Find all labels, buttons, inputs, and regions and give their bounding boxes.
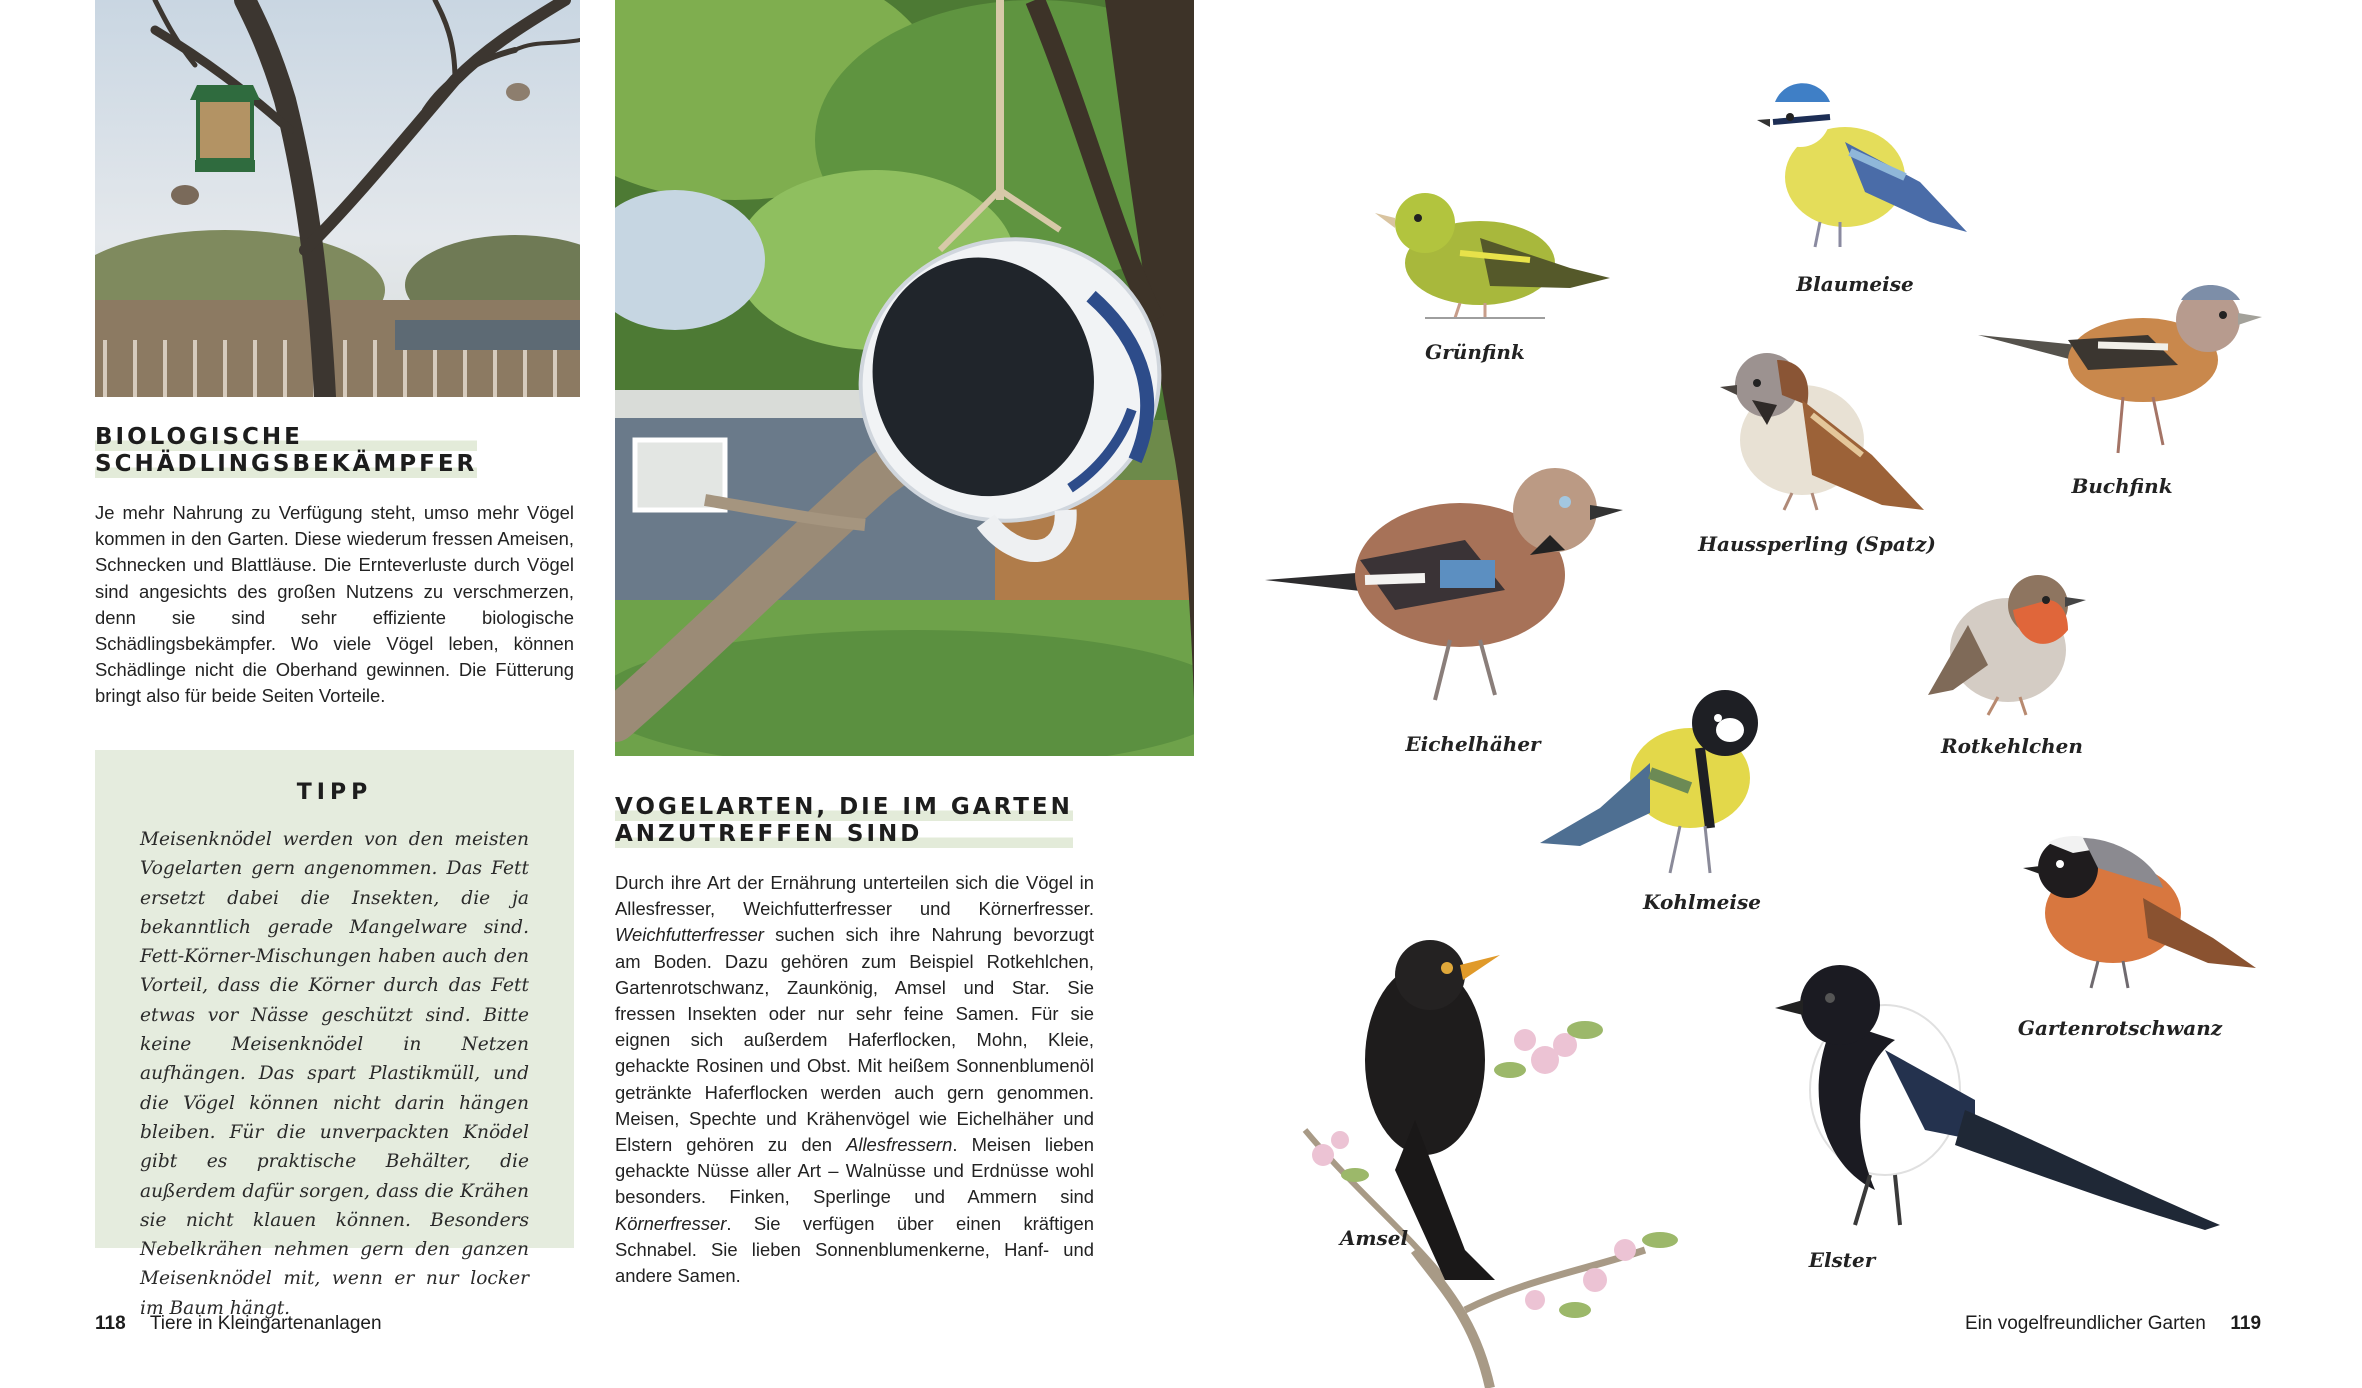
bird-illustration-haussperling [1712,345,1927,517]
footer-left [95,1313,382,1335]
footer-right [1965,1313,2261,1335]
bird-illustration-eichelhaeher [1265,460,1625,710]
bird-label-rotkehlchen: Rotkehlchen [1941,734,2083,758]
bird-label-amsel: Amsel [1339,1226,1409,1250]
bird-illustration-blaumeise [1745,72,1970,252]
page-number-right: 119 [2230,1313,2262,1334]
footer-section-left: Tiere in Kleingartenanlagen [149,1313,382,1334]
tip-text: Meisenknödel werden von den meisten Vogelarten gern angenommen. Das Fett ersetzt dabei die Insekten, die ja bekanntlich gerade Mangelware sind. Fett-Körner-Mischungen haben auch den Vorteil, dass die Körner durch das Fett etwas vor Nässe geschützt sind. Bitte keine Meisenknödel in Netzen aufhängen. Das spart Plastikmüll, und die Vögel können nicht darin hängen bleiben. Für die unverpackten Knödel gibt es praktische Behälter, die außerdem dafür sorgen, dass die Krähen sie nicht klauen können. Besonders Nebelkrähen nehmen gern den ganzen Meisenknödel mit, wenn er nur locker im Baum hängt. [140,829,529,1319]
bird-illustration-amsel [1295,950,1705,1388]
bird-illustration-buchfink [1978,275,2264,460]
heading-biologische-schaedlingsbekaempfer [95,424,477,478]
bird-label-gruenfink: Grünfink [1425,340,1525,364]
vogelarten-text-3: . Meisen lieben gehackte Nüsse aller Art – Walnüsse und Erdnüsse wohl besonders. Finken, Sperlinge und Ammern sind [615,1134,1094,1208]
vogelarten-text-2: suchen sich ihre Nahrung bevorzugt am Boden. Dazu gehören zum Beispiel Rotkehlchen, Gartenrotschwanz, Zaunkönig, Amsel und Star. Sie fressen Insekten oder nur sehr feine Samen. Für sie eignen sich außerdem Haferflocken, Mohn, Kleie, gehackte Rosinen und Obst. Mit heißem Sonnenblumenöl getränkte Haferflocken werden auch gern genommen. Meisen, Spechte und Krähenvögel wie Eichelhäher und Elstern gehören zu den [615,924,1094,1156]
vogelarten-text-4: . Sie verfügen über einen kräftigen Schnabel. Sie lieben Sonnenblumenkerne, Hanf- und andere Samen. [615,1212,1094,1287]
emphasis-weichfutterfresser: Weichfutterfresser [615,924,764,946]
tip-title: TIPP [296,780,373,805]
bird-label-gartenrotschwanz: Gartenrotschwanz [2017,1016,2223,1040]
heading2-line-2: ANZUTREFFEN SIND [615,821,1073,848]
bird-illustration-kohlmeise [1540,678,1770,878]
bird-illustration-elster [1775,960,2223,1235]
emphasis-allesfressern: Allesfressern [846,1134,953,1156]
heading-line-2: SCHÄDLINGSBEKÄMPFER [95,451,478,477]
bird-label-eichelhaeher: Eichelhäher [1405,732,1541,756]
vogelarten-text-1: Durch ihre Art der Ernährung unterteilen sich die Vögel in Allesfresser, Weichfutterfresser und Körnerfresser. [615,872,1094,920]
bird-label-kohlmeise: Kohlmeise [1643,890,1761,914]
emphasis-koernerfresser: Körnerfresser [615,1212,727,1234]
photo-bird-feeder [95,0,580,397]
bird-illustration-gruenfink [1370,168,1615,320]
heading-line-1: BIOLOGISCHE [95,424,477,451]
bird-label-haussperling: Haussperling (Spatz) [1698,532,1936,556]
page-number-left: 118 [95,1313,126,1334]
bird-label-elster: Elster [1808,1248,1876,1272]
heading2-line-1: VOGELARTEN, DIE IM GARTEN [615,794,1073,820]
intro-paragraph: Je mehr Nahrung zu Verfügung steht, umso mehr Vögel kommen in den Garten. Diese wiederum fressen Ameisen, Schnecken und Blattläuse. Die Ernteverluste durch Vögel sind angesichts des großen Nutzens zu verschmerzen, denn sie sind sehr effiziente biologische Schädlingsbekämpfer. Wo viele Vögel leben, können Schädlinge nicht die Oberhand gewinnen. Die Fütterung bringt also für beide Seiten Vorteile. [95,502,574,707]
tip-box [95,750,574,1319]
vogelarten-paragraph [615,870,1094,1289]
bird-label-buchfink: Buchfink [2071,474,2173,498]
heading-vogelarten [615,794,1073,848]
footer-section-right: Ein vogelfreundlicher Garten [1965,1313,2206,1334]
bird-label-blaumeise: Blaumeise [1796,272,1914,296]
photo-teacup-feeder [615,0,1194,756]
bird-illustration-rotkehlchen [1928,565,2088,718]
